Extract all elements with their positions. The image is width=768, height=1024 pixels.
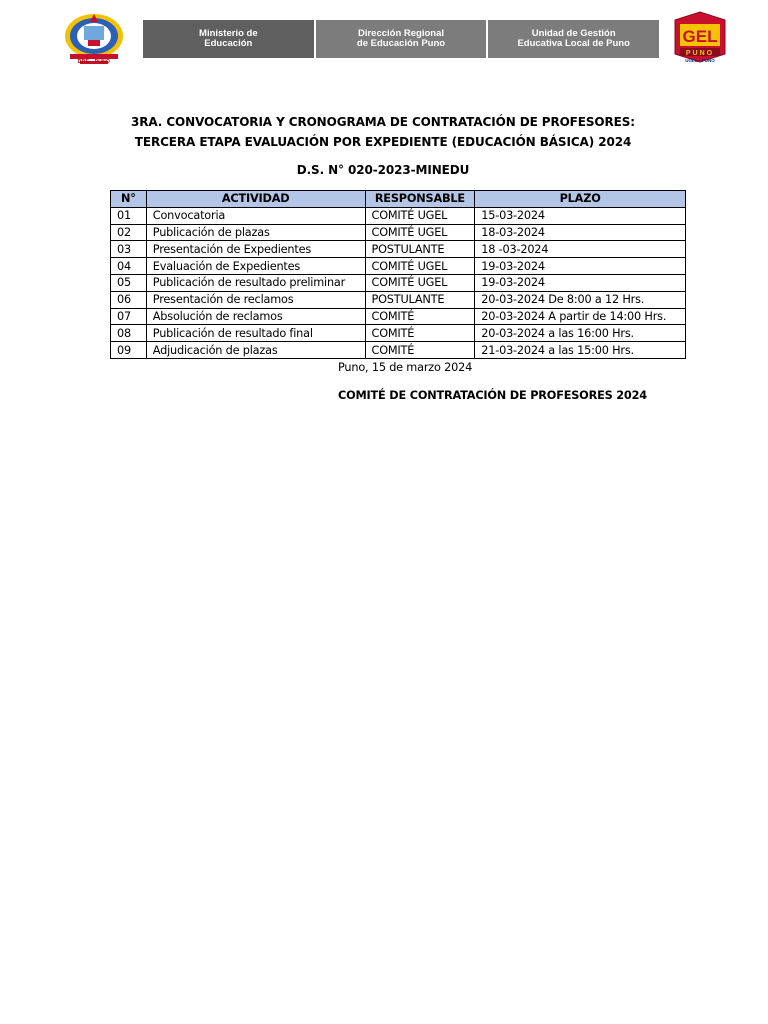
row-activity: Adjudicación de plazas [146,342,365,359]
row-activity: Publicación de resultado final [146,325,365,342]
row-number: 04 [111,258,147,275]
row-activity: Publicación de plazas [146,224,365,241]
row-activity: Publicación de resultado preliminar [146,274,365,291]
table-row [111,207,686,224]
row-number: 08 [111,325,147,342]
row-responsible: POSTULANTE [365,241,475,258]
ugel-logo-text: GEL [682,27,718,46]
row-responsible: COMITÉ [365,308,475,325]
decree-reference: D.S. N° 020-2023-MINEDU [296,163,470,177]
row-deadline: 20-03-2024 a las 16:00 Hrs. [475,325,686,342]
row-number: 07 [111,308,147,325]
header-activity: ACTIVIDAD [146,191,365,208]
table-row [111,258,686,275]
row-responsible: COMITÉ UGEL [365,258,475,275]
row-responsible: COMITÉ [365,325,475,342]
banner-ugel: Unidad de Gestión Educativa Local de Puno [488,20,659,58]
document-date: Puno, 15 de marzo 2024 [338,361,473,374]
row-number: 03 [111,241,147,258]
dre-puno-logo-caption: DRE - PUNO [77,59,111,65]
schedule-table [110,190,686,359]
row-number: 02 [111,224,147,241]
row-deadline: 21-03-2024 a las 15:00 Hrs. [475,342,686,359]
table-row [111,241,686,258]
table-row [111,224,686,241]
row-responsible: COMITÉ UGEL [365,274,475,291]
row-deadline: 19-03-2024 [475,274,686,291]
banner-direccion-regional: Dirección Regional de Educación Puno [316,20,487,58]
row-deadline: 18 -03-2024 [475,241,686,258]
header-deadline: PLAZO [475,191,686,208]
ugel-logo-subtext: PUNO [685,50,715,57]
table-row [111,291,686,308]
row-responsible: COMITÉ UGEL [365,207,475,224]
row-number: 06 [111,291,147,308]
row-number: 09 [111,342,147,359]
signature-committee: COMITÉ DE CONTRATACIÓN DE PROFESORES 2024 [338,389,647,402]
row-deadline: 19-03-2024 [475,258,686,275]
table-row [111,308,686,325]
row-deadline: 18-03-2024 [475,224,686,241]
row-responsible: COMITÉ UGEL [365,224,475,241]
row-responsible: COMITÉ [365,342,475,359]
table-header-row [111,191,686,208]
ugel-puno-logo-caption: UGEL - PUNO [685,58,715,63]
row-activity: Presentación de reclamos [146,291,365,308]
header-number: N° [111,191,147,208]
row-deadline: 15-03-2024 [475,207,686,224]
table-row [111,325,686,342]
row-activity: Evaluación de Expedientes [146,258,365,275]
institution-banner [143,20,659,58]
table-row [111,342,686,359]
row-activity: Presentación de Expedientes [146,241,365,258]
banner-ministerio: Ministerio de Educación [143,20,314,58]
row-activity: Convocatoria [146,207,365,224]
document-title-line1: 3RA. CONVOCATORIA Y CRONOGRAMA DE CONTRATACIÓN DE PROFESORES: [130,115,636,129]
row-responsible: POSTULANTE [365,291,475,308]
row-activity: Absolución de reclamos [146,308,365,325]
document-title-line2: TERCERA ETAPA EVALUACIÓN POR EXPEDIENTE (EDUCACIÓN BÁSICA) 2024 [134,135,632,149]
header-responsible: RESPONSABLE [365,191,475,208]
row-deadline: 20-03-2024 A partir de 14:00 Hrs. [475,308,686,325]
table-row [111,274,686,291]
row-number: 01 [111,207,147,224]
schedule-table-body [111,207,686,358]
row-number: 05 [111,274,147,291]
row-deadline: 20-03-2024 De 8:00 a 12 Hrs. [475,291,686,308]
